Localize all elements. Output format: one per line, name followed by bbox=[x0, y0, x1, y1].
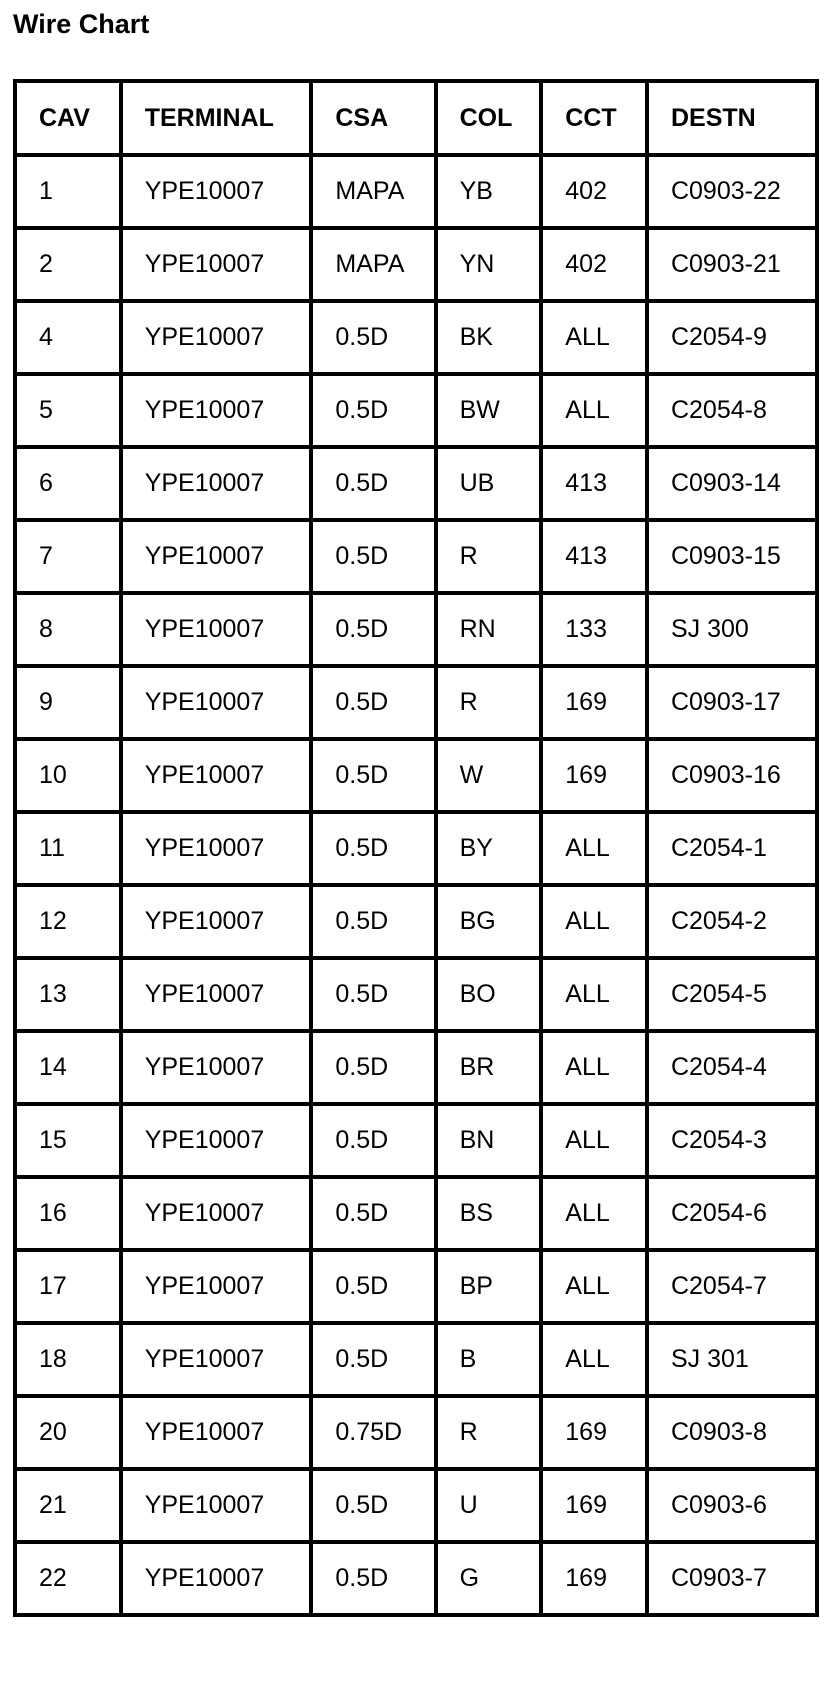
cell-terminal: YPE10007 bbox=[121, 1031, 312, 1104]
cell-cav: 2 bbox=[15, 228, 121, 301]
cell-terminal: YPE10007 bbox=[121, 812, 312, 885]
table-row bbox=[15, 1031, 817, 1104]
cell-destn: C2054-6 bbox=[647, 1177, 817, 1250]
cell-destn: C0903-6 bbox=[647, 1469, 817, 1542]
cell-col: BP bbox=[436, 1250, 542, 1323]
cell-terminal: YPE10007 bbox=[121, 520, 312, 593]
cell-cav: 15 bbox=[15, 1104, 121, 1177]
cell-terminal: YPE10007 bbox=[121, 1104, 312, 1177]
cell-cav: 7 bbox=[15, 520, 121, 593]
cell-terminal: YPE10007 bbox=[121, 1396, 312, 1469]
cell-cav: 4 bbox=[15, 301, 121, 374]
cell-terminal: YPE10007 bbox=[121, 374, 312, 447]
cell-csa: 0.5D bbox=[311, 1104, 435, 1177]
cell-destn: C2054-3 bbox=[647, 1104, 817, 1177]
cell-csa: 0.5D bbox=[311, 1250, 435, 1323]
table-row bbox=[15, 958, 817, 1031]
cell-col: G bbox=[436, 1542, 542, 1615]
cell-terminal: YPE10007 bbox=[121, 1542, 312, 1615]
cell-terminal: YPE10007 bbox=[121, 1177, 312, 1250]
cell-destn: C0903-16 bbox=[647, 739, 817, 812]
table-row bbox=[15, 885, 817, 958]
cell-cct: ALL bbox=[541, 812, 647, 885]
header-cct: CCT bbox=[541, 81, 647, 155]
header-terminal: TERMINAL bbox=[121, 81, 312, 155]
cell-col: BR bbox=[436, 1031, 542, 1104]
cell-terminal: YPE10007 bbox=[121, 447, 312, 520]
cell-cct: 169 bbox=[541, 1542, 647, 1615]
cell-csa: 0.5D bbox=[311, 812, 435, 885]
cell-cav: 17 bbox=[15, 1250, 121, 1323]
table-row bbox=[15, 666, 817, 739]
cell-cav: 18 bbox=[15, 1323, 121, 1396]
cell-csa: 0.5D bbox=[311, 958, 435, 1031]
cell-destn: C2054-8 bbox=[647, 374, 817, 447]
cell-destn: C2054-4 bbox=[647, 1031, 817, 1104]
cell-cct: 413 bbox=[541, 520, 647, 593]
cell-cav: 16 bbox=[15, 1177, 121, 1250]
wire-chart-table bbox=[13, 79, 819, 1617]
cell-csa: 0.5D bbox=[311, 1031, 435, 1104]
table-row bbox=[15, 301, 817, 374]
table-row bbox=[15, 155, 817, 228]
cell-cct: 402 bbox=[541, 228, 647, 301]
cell-col: RN bbox=[436, 593, 542, 666]
table-header-row bbox=[15, 81, 817, 155]
cell-cct: ALL bbox=[541, 885, 647, 958]
cell-csa: 0.5D bbox=[311, 447, 435, 520]
cell-col: BS bbox=[436, 1177, 542, 1250]
table-row bbox=[15, 1396, 817, 1469]
cell-csa: 0.5D bbox=[311, 1177, 435, 1250]
cell-cav: 9 bbox=[15, 666, 121, 739]
cell-csa: 0.5D bbox=[311, 885, 435, 958]
cell-csa: 0.5D bbox=[311, 666, 435, 739]
cell-cav: 21 bbox=[15, 1469, 121, 1542]
cell-col: R bbox=[436, 520, 542, 593]
cell-destn: SJ 301 bbox=[647, 1323, 817, 1396]
cell-csa: 0.5D bbox=[311, 739, 435, 812]
cell-cav: 6 bbox=[15, 447, 121, 520]
table-row bbox=[15, 1542, 817, 1615]
cell-cct: ALL bbox=[541, 958, 647, 1031]
table-row bbox=[15, 593, 817, 666]
cell-terminal: YPE10007 bbox=[121, 1250, 312, 1323]
cell-csa: 0.75D bbox=[311, 1396, 435, 1469]
table-row bbox=[15, 228, 817, 301]
cell-cav: 22 bbox=[15, 1542, 121, 1615]
cell-cct: ALL bbox=[541, 1323, 647, 1396]
cell-terminal: YPE10007 bbox=[121, 739, 312, 812]
cell-cct: 169 bbox=[541, 1396, 647, 1469]
cell-csa: 0.5D bbox=[311, 1542, 435, 1615]
header-col: COL bbox=[436, 81, 542, 155]
cell-col: BN bbox=[436, 1104, 542, 1177]
cell-csa: 0.5D bbox=[311, 1323, 435, 1396]
cell-csa: 0.5D bbox=[311, 520, 435, 593]
header-csa: CSA bbox=[311, 81, 435, 155]
cell-col: R bbox=[436, 1396, 542, 1469]
page-title: Wire Chart bbox=[13, 9, 150, 39]
table-row bbox=[15, 374, 817, 447]
cell-col: BY bbox=[436, 812, 542, 885]
cell-cav: 11 bbox=[15, 812, 121, 885]
cell-cct: ALL bbox=[541, 301, 647, 374]
cell-col: U bbox=[436, 1469, 542, 1542]
cell-cct: 169 bbox=[541, 1469, 647, 1542]
cell-destn: C0903-14 bbox=[647, 447, 817, 520]
cell-cav: 14 bbox=[15, 1031, 121, 1104]
cell-col: BO bbox=[436, 958, 542, 1031]
cell-col: YB bbox=[436, 155, 542, 228]
cell-csa: 0.5D bbox=[311, 1469, 435, 1542]
cell-terminal: YPE10007 bbox=[121, 885, 312, 958]
table-row bbox=[15, 1323, 817, 1396]
cell-cct: ALL bbox=[541, 1250, 647, 1323]
cell-destn: C2054-9 bbox=[647, 301, 817, 374]
cell-cav: 20 bbox=[15, 1396, 121, 1469]
cell-cav: 8 bbox=[15, 593, 121, 666]
cell-terminal: YPE10007 bbox=[121, 958, 312, 1031]
cell-col: YN bbox=[436, 228, 542, 301]
table-row bbox=[15, 520, 817, 593]
cell-cav: 1 bbox=[15, 155, 121, 228]
cell-cct: ALL bbox=[541, 374, 647, 447]
cell-destn: C2054-1 bbox=[647, 812, 817, 885]
cell-col: W bbox=[436, 739, 542, 812]
cell-cct: 169 bbox=[541, 739, 647, 812]
cell-terminal: YPE10007 bbox=[121, 155, 312, 228]
cell-destn: C2054-7 bbox=[647, 1250, 817, 1323]
cell-csa: 0.5D bbox=[311, 374, 435, 447]
cell-cct: 413 bbox=[541, 447, 647, 520]
table-body bbox=[15, 155, 817, 1615]
cell-csa: 0.5D bbox=[311, 593, 435, 666]
cell-terminal: YPE10007 bbox=[121, 593, 312, 666]
table-row bbox=[15, 1177, 817, 1250]
cell-destn: C0903-17 bbox=[647, 666, 817, 739]
cell-destn: C0903-15 bbox=[647, 520, 817, 593]
cell-cct: 402 bbox=[541, 155, 647, 228]
cell-terminal: YPE10007 bbox=[121, 666, 312, 739]
table-row bbox=[15, 447, 817, 520]
cell-destn: C0903-21 bbox=[647, 228, 817, 301]
cell-cav: 13 bbox=[15, 958, 121, 1031]
table-row bbox=[15, 1250, 817, 1323]
cell-col: R bbox=[436, 666, 542, 739]
cell-cct: 133 bbox=[541, 593, 647, 666]
table-row bbox=[15, 739, 817, 812]
header-destn: DESTN bbox=[647, 81, 817, 155]
cell-destn: C0903-7 bbox=[647, 1542, 817, 1615]
cell-cav: 10 bbox=[15, 739, 121, 812]
table-row bbox=[15, 1469, 817, 1542]
cell-destn: C2054-2 bbox=[647, 885, 817, 958]
table-row bbox=[15, 1104, 817, 1177]
cell-destn: C2054-5 bbox=[647, 958, 817, 1031]
cell-cav: 12 bbox=[15, 885, 121, 958]
cell-col: BG bbox=[436, 885, 542, 958]
cell-terminal: YPE10007 bbox=[121, 1469, 312, 1542]
cell-terminal: YPE10007 bbox=[121, 301, 312, 374]
cell-cct: ALL bbox=[541, 1177, 647, 1250]
cell-col: BK bbox=[436, 301, 542, 374]
cell-cav: 5 bbox=[15, 374, 121, 447]
cell-cct: 169 bbox=[541, 666, 647, 739]
header-cav: CAV bbox=[15, 81, 121, 155]
cell-destn: SJ 300 bbox=[647, 593, 817, 666]
cell-csa: 0.5D bbox=[311, 301, 435, 374]
cell-col: B bbox=[436, 1323, 542, 1396]
cell-cct: ALL bbox=[541, 1104, 647, 1177]
cell-csa: MAPA bbox=[311, 155, 435, 228]
cell-col: BW bbox=[436, 374, 542, 447]
cell-col: UB bbox=[436, 447, 542, 520]
cell-destn: C0903-22 bbox=[647, 155, 817, 228]
cell-destn: C0903-8 bbox=[647, 1396, 817, 1469]
cell-csa: MAPA bbox=[311, 228, 435, 301]
table-row bbox=[15, 812, 817, 885]
cell-terminal: YPE10007 bbox=[121, 228, 312, 301]
cell-cct: ALL bbox=[541, 1031, 647, 1104]
cell-terminal: YPE10007 bbox=[121, 1323, 312, 1396]
